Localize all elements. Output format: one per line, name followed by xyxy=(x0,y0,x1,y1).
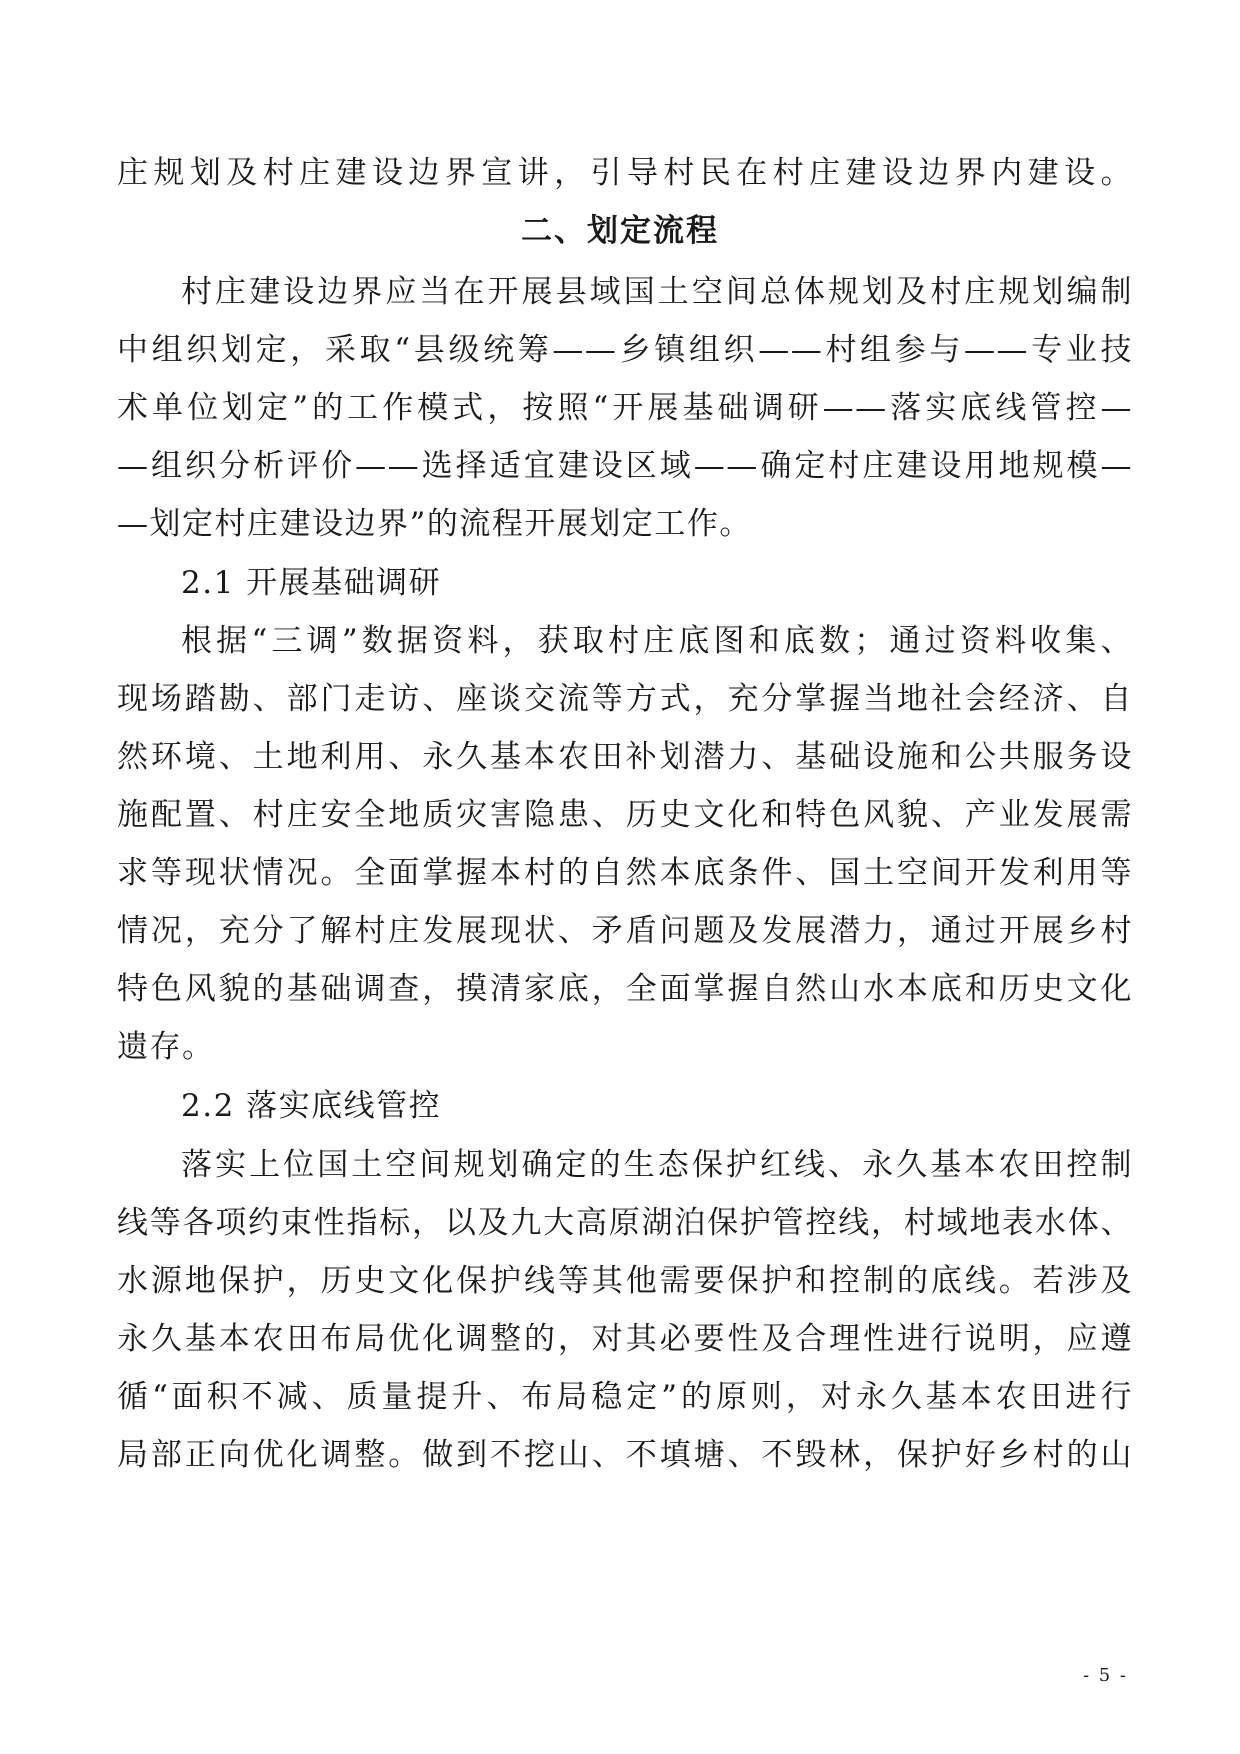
body-text-line: 局部正向优化调整。做到不挖山、不填塘、不毁林，保护好乡村的山 xyxy=(117,1437,1133,1473)
body-text-line: 中组织划定，采取“县级统筹——乡镇组织——村组参与——专业技 xyxy=(117,332,1133,368)
body-text-line: 情况，充分了解村庄发展现状、矛盾问题及发展潜力，通过开展乡村 xyxy=(117,913,1133,949)
body-text-line: 落实上位国土空间规划确定的生态保护红线、永久基本农田控制 xyxy=(181,1147,1133,1183)
body-text-line: 求等现状情况。全面掌握本村的自然本底条件、国土空间开发利用等 xyxy=(117,855,1133,891)
body-text-line: 遗存。 xyxy=(117,1029,215,1065)
subsection-heading: 2.1 开展基础调研 xyxy=(181,565,442,601)
body-text-line: 然环境、土地利用、永久基本农田补划潜力、基础设施和公共服务设 xyxy=(117,739,1133,775)
body-text-line: 特色风貌的基础调查，摸清家底，全面掌握自然山水本底和历史文化 xyxy=(117,971,1133,1007)
body-text-line: 施配置、村庄安全地质灾害隐患、历史文化和特色风貌、产业发展需 xyxy=(117,797,1133,833)
body-text-line: 水源地保护，历史文化保护线等其他需要保护和控制的底线。若涉及 xyxy=(117,1263,1133,1299)
body-text-line: 术单位划定”的工作模式，按照“开展基础调研——落实底线管控— xyxy=(117,390,1133,426)
subsection-heading: 2.2 落实底线管控 xyxy=(181,1088,442,1124)
body-text-line: 现场踏勘、部门走访、座谈交流等方式，充分掌握当地社会经济、自 xyxy=(117,681,1133,717)
section-heading: 二、划定流程 xyxy=(521,213,719,249)
body-text-line: —划定村庄建设边界”的流程开展划定工作。 xyxy=(117,506,752,542)
body-text-line: 庄规划及村庄建设边界宣讲，引导村民在村庄建设边界内建设。 xyxy=(117,155,1133,191)
body-text-line: 线等各项约束性指标，以及九大高原湖泊保护管控线，村域地表水体、 xyxy=(117,1205,1133,1241)
body-text-line: 循“面积不减、质量提升、布局稳定”的原则，对永久基本农田进行 xyxy=(117,1379,1133,1415)
body-text-line: 根据“三调”数据资料，获取村庄底图和底数；通过资料收集、 xyxy=(181,623,1133,659)
body-text-line: 村庄建设边界应当在开展县域国土空间总体规划及村庄规划编制 xyxy=(181,274,1133,310)
body-text-line: 永久基本农田布局优化调整的，对其必要性及合理性进行说明，应遵 xyxy=(117,1321,1133,1357)
body-text-line: —组织分析评价——选择适宜建设区域——确定村庄建设用地规模— xyxy=(117,448,1133,484)
page-number: - 5 - xyxy=(1082,1665,1128,1686)
